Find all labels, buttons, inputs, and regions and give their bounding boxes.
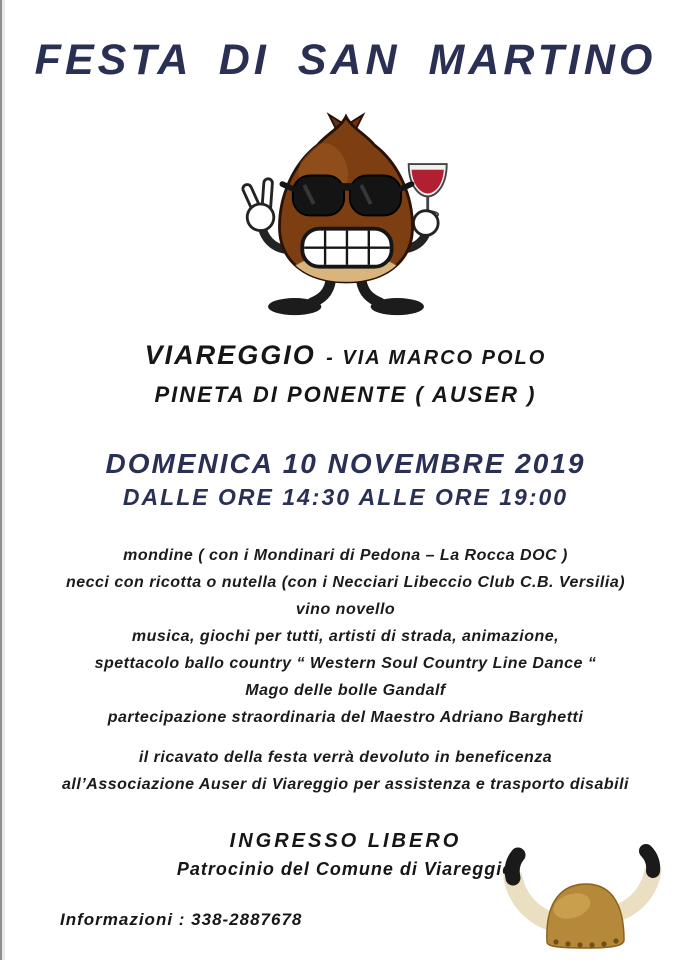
venue-line1	[2, 337, 689, 378]
venue-street: - VIA MARCO POLO	[326, 347, 547, 369]
venue-block	[2, 337, 689, 412]
program-line: spettacolo ballo country “ Western Soul Country Line Dance “	[94, 655, 597, 672]
venue-line2: PINETA DI PONENTE ( AUSER )	[154, 382, 537, 407]
free-entry-label: INGRESSO LIBERO	[229, 830, 462, 852]
program-line: necci con ricotta o nutella (con i Necciari Libeccio Club C.B. Versilia)	[65, 574, 626, 591]
viking-helmet-icon	[499, 844, 671, 956]
date-block	[2, 446, 689, 512]
charity-line: il ricavato della festa verrà devoluto in beneficenza	[138, 749, 553, 766]
poster-title: FESTA DI SAN MARTINO	[34, 36, 657, 84]
viking-helmet-image	[499, 844, 671, 956]
program-line: Mago delle bolle Gandalf	[245, 682, 446, 699]
patronage-label: Patrocinio del Comune di Viareggio	[176, 859, 515, 879]
venue-city: VIAREGGIO	[144, 340, 316, 370]
chestnut-mascot-icon	[232, 109, 460, 318]
program-line: mondine ( con i Mondinari di Pedona – La Rocca DOC )	[123, 547, 568, 564]
chestnut-mascot-image	[2, 109, 689, 323]
program-line: vino novello	[295, 601, 396, 618]
charity-line: all’Associazione Auser di Viareggio per assistenza e trasporto disabili	[62, 776, 629, 793]
event-hours: DALLE ORE 14:30 ALLE ORE 19:00	[122, 484, 569, 510]
event-date: DOMENICA 10 NOVEMBRE 2019	[105, 448, 586, 479]
program-line: musica, giochi per tutti, artisti di strada, animazione,	[131, 628, 560, 645]
program-line: partecipazione straordinaria del Maestro Adriano Barghetti	[107, 709, 584, 726]
program-details	[2, 542, 689, 731]
info-phone: Informazioni : 338-2887678	[60, 910, 303, 929]
charity-note	[2, 744, 689, 798]
